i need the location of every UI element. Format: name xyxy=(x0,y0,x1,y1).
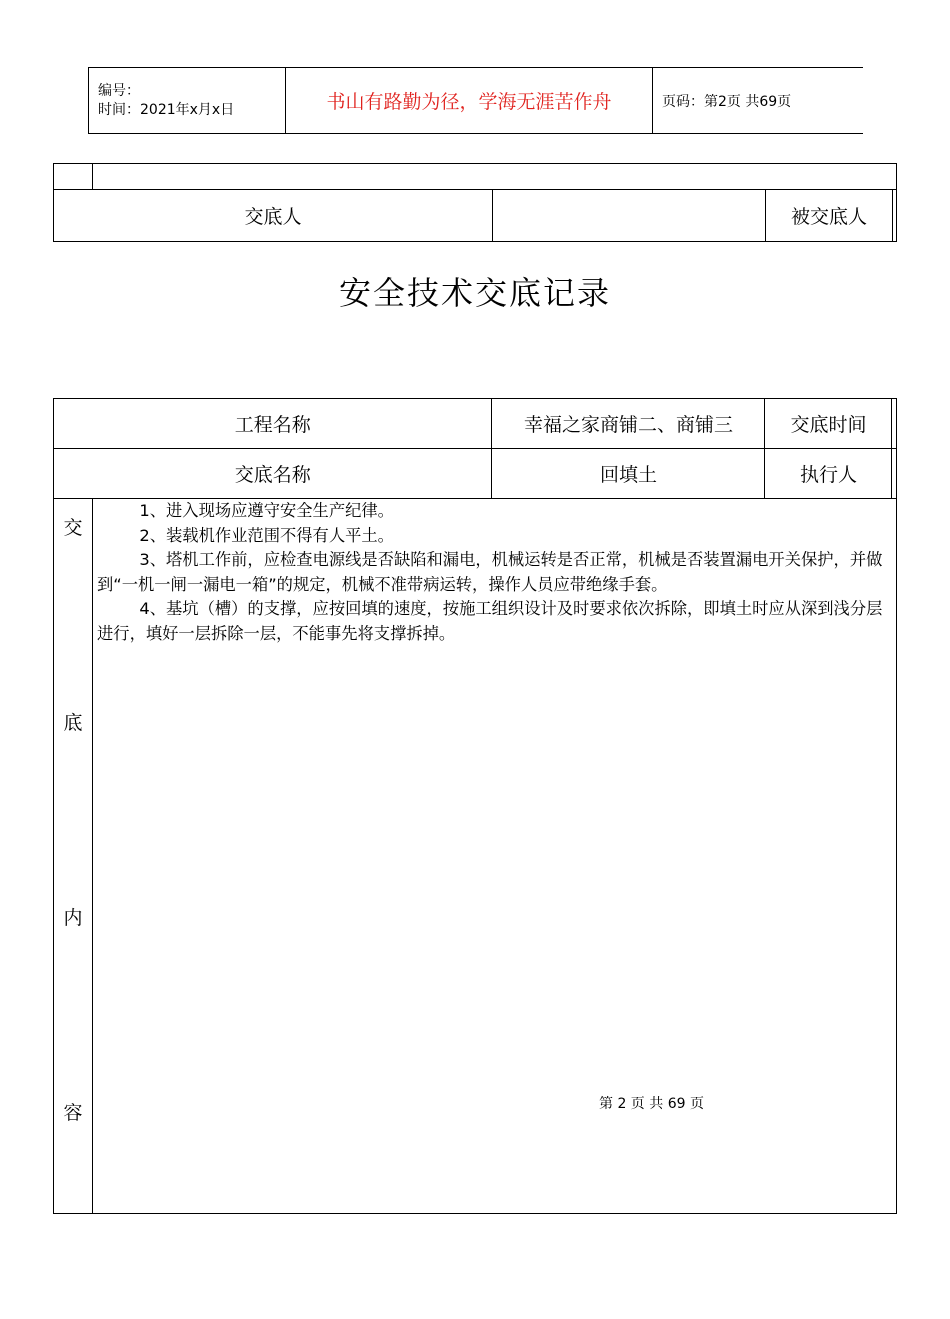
header-meta-cell xyxy=(89,68,286,134)
signature-top-left-cell xyxy=(54,164,93,190)
content-item: 1、进入现场应遵守安全生产纪律。 xyxy=(139,501,394,520)
project-name-label: 工程名称 xyxy=(54,399,492,449)
page-title: 安全技术交底记录 xyxy=(338,274,611,312)
executor-value[interactable] xyxy=(892,449,897,499)
time-value[interactable] xyxy=(892,399,897,449)
content-item: 3、塔机工作前，应检查电源线是否缺陷和漏电，机械运转是否正常，机械是否装置漏电开关保护，并做到“一机一闸一漏电一箱”的规定，机械不准带病运转，操作人员应带绝缘手套。 xyxy=(97,550,883,594)
disclosure-name-value: 回填土 xyxy=(492,449,765,499)
content-label-char: 容 xyxy=(63,1102,83,1124)
content-label xyxy=(54,499,93,1214)
giver-value[interactable] xyxy=(493,190,766,242)
signature-top-cell xyxy=(93,164,897,190)
content-label-char: 内 xyxy=(63,907,83,929)
disclosure-name-label: 交底名称 xyxy=(54,449,492,499)
giver-label: 交底人 xyxy=(54,190,493,242)
disclosure-form xyxy=(53,398,897,1214)
content-item: 2、装载机作业范围不得有人平土。 xyxy=(139,525,394,545)
project-name-value: 幸福之家商铺二、商铺三 xyxy=(492,399,765,449)
signature-table xyxy=(53,163,897,242)
date-label: 时间：2021年x月x日 xyxy=(98,101,235,118)
executor-label: 执行人 xyxy=(765,449,892,499)
time-label: 交底时间 xyxy=(765,399,892,449)
footer-page-info: 第 2 页 共 69 页 xyxy=(599,1096,704,1112)
number-label: 编号： xyxy=(98,82,140,99)
receiver-value[interactable] xyxy=(893,190,897,242)
content-item: 4、基坑（槽）的支撑，应按回填的速度，按施工组织设计及时要求依次拆除，即填土时应从深到浅分层进行，填好一层拆除一层，不能事先将支撑拆掉。 xyxy=(97,599,883,643)
receiver-label: 被交底人 xyxy=(766,190,893,242)
content-label-char: 底 xyxy=(63,712,83,734)
motto: 书山有路勤为径，学海无涯苦作舟 xyxy=(286,68,653,134)
content-label-char: 交 xyxy=(63,517,83,539)
header-table xyxy=(88,67,863,134)
header-page-info: 页码：第2页 共69页 xyxy=(653,68,864,134)
content-body xyxy=(93,499,897,1214)
